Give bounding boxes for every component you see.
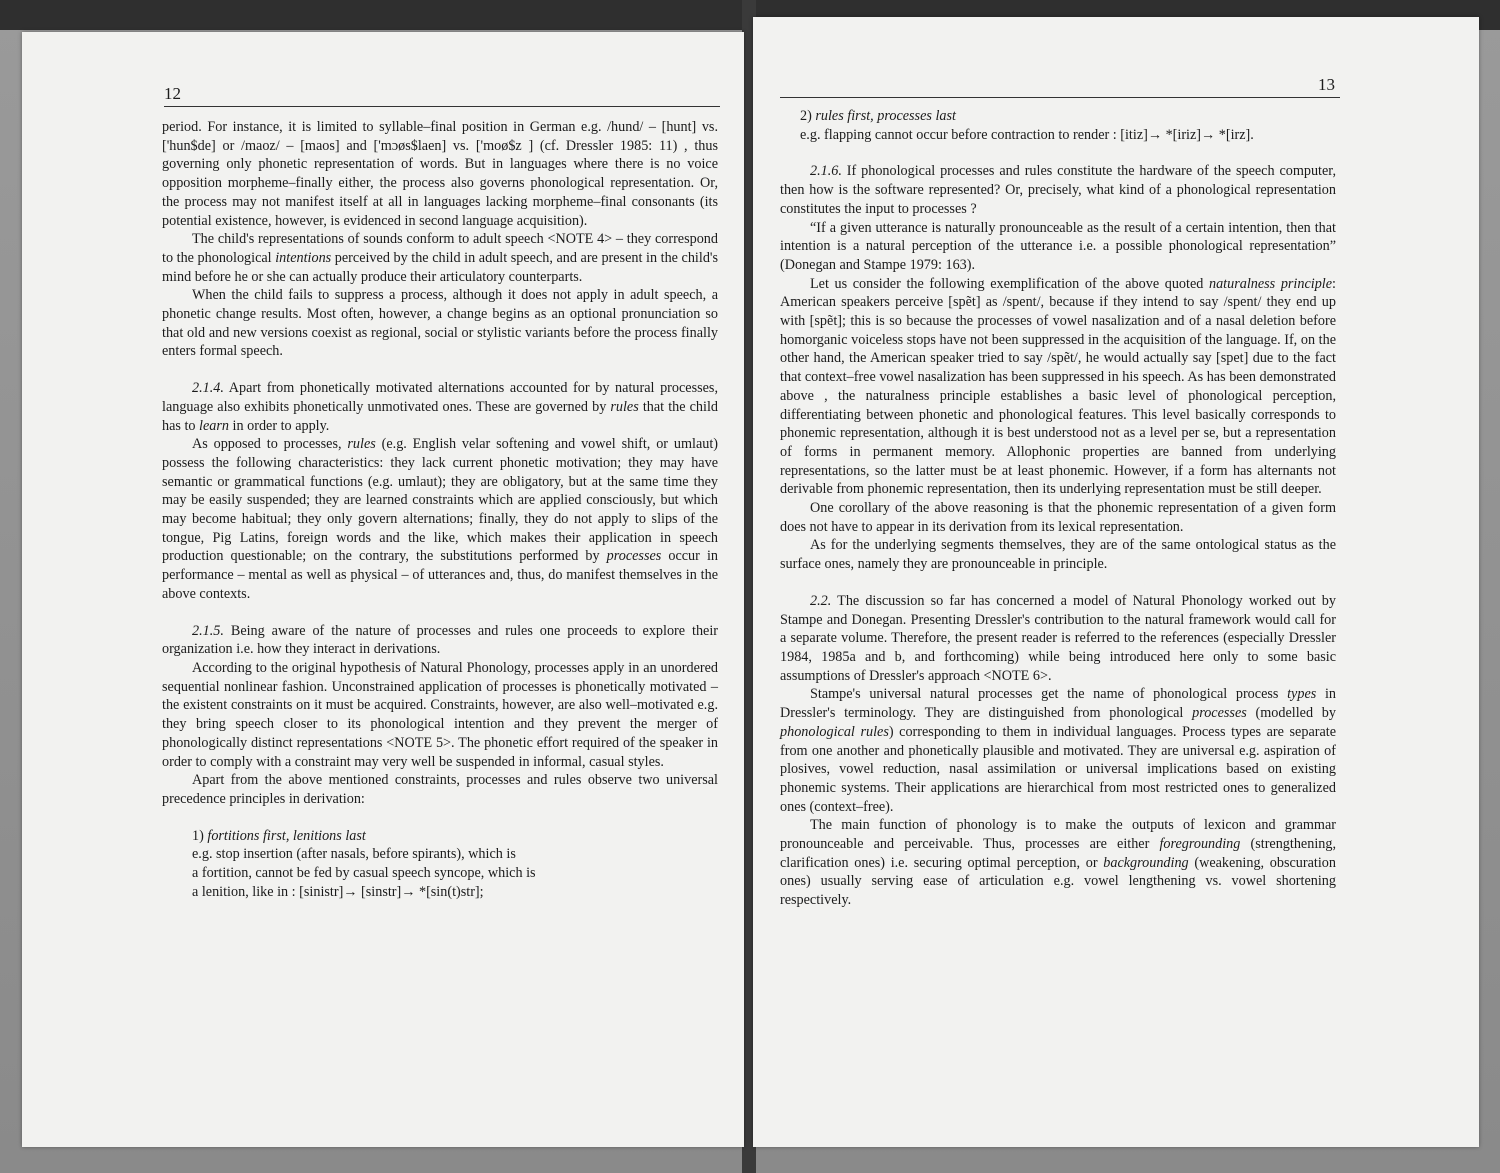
precedence-principle-1: 1) fortitions first, lenitions last e.g. stop insertion (after nasals, before spirants), which is a fortition, cannot be fed by casual speech syncope, which is a lenition, like in : [sinistr]→ [sinstr]→ *[sin(t)str];: [192, 827, 536, 900]
right-text-column: [780, 107, 1336, 910]
header-rule: [164, 106, 720, 107]
section-2-1-4: 2.1.4. Apart from phonetically motivated alternations accounted for by natural processes, language also exhibits phonetically unmotivated ones. These are governed by rules that the child has to learn in order to apply.: [162, 380, 718, 434]
paragraph: The child's representations of sounds conform to adult speech <NOTE 4> – they correspond to the phonological intentions perceived by the child in adult speech, and are present in the child's mind before he or she can actually produce their articulatory counterparts.: [162, 231, 718, 285]
left-page: [22, 32, 744, 1147]
paragraph: When the child fails to suppress a process, although it does not apply in adult speech, a phonetic change results. Most often, however, a change begins as an optional pronunciation so that old and new versions coexist as regional, social or stylistic variants before the process finally enters formal speech.: [162, 287, 718, 360]
paragraph: According to the original hypothesis of Natural Phonology, processes apply in an unordered sequential nonlinear fashion. Unconstrained application of processes is phonetically motivated – the existent constraints on it must be acquired. Constraints, however, are also well–motivated e.g. they bring speech closer to its phonological intention and they prevent the merger of phonologically distinct representations <NOTE 5>. The phonetic effort required of the speaker in order to comply with a constraint may very well be suspended in informal, casual styles.: [162, 659, 718, 770]
section-2-2: 2.2. The discussion so far has concerned a model of Natural Phonology worked out by Stampe and Donegan. Presenting Dressler's contribution to the natural framework would call for a separate volume. Therefore, the present reader is referred to the references (especially Dressler 1984, 1985a and b, and forthcoming) while being introduced here only to some basic assumptions of Dressler's approach <NOTE 6>.: [780, 592, 1336, 684]
quotation: “If a given utterance is naturally pronounceable as the result of a certain intention, then that intention is a natural perception of the utterance i.e. a possible phonological representation” (Donegan and Stampe 1979: 163).: [780, 219, 1336, 273]
page-number: 13: [1318, 75, 1335, 94]
paragraph: Let us consider the following exemplification of the above quoted naturalness principle: American speakers perceive [spẽt] as /spent/, because if they intend to say /spent/ they end up with [spẽt]; this is so because the processes of vowel nasalization and of a nasal deletion before homorganic voiceless stops have not been suppressed in the acquisition of the language. If, on the other hand, the American speaker tried to say /spẽt/, he would actually say [spet] due to the fact that context–free vowel nasalization has been suppressed in his speech. As has been demonstrated above , the naturalness principle establishes a basic level of phonological perception, differentiating between phonetic and phonological features. This level basically corresponds to phonemic representation, although it is best understood not as a level per se, but a representation of forms in permanent memory. Allophonic properties are banned from underlying representations, so the latter must be at least phonemic. However, if a form has alternants not derivable from phonemic representation, then its underlying representation must be still deeper.: [780, 275, 1336, 498]
page-number: 12: [164, 84, 181, 103]
paragraph: period. For instance, it is limited to syllable–final position in German e.g. /hund/ – [hunt] vs. ['hun$de] or /maoz/ – [maos] and ['mɔøs$laen] vs. ['moø$z ] (cf. Dressler 1985: 11) , thus governing only phonetic representation of words. But in languages where there is no voice opposition morpheme–finally either, the process also governs phonological representation. Or, the process may not manifest itself at all in languages lacking morpheme–final consonants (its potential existence, however, is evidenced in second language acquisition).: [162, 119, 718, 229]
paragraph: As for the underlying segments themselves, they are of the same ontological status as the surface ones, namely they are pronounceable in principle.: [780, 537, 1336, 573]
paragraph: The main function of phonology is to make the outputs of lexicon and grammar pronounceable and perceivable. Thus, processes are either foregrounding (strengthening, clarification ones) i.e. securing optimal perception, or backgrounding (weakening, obscuration ones) usually serving ease of articulation e.g. vowel lengthening vs. vowel shortening respectively.: [780, 817, 1336, 909]
paragraph: Stampe's universal natural processes get the name of phonological process types in Dressler's terminology. They are distinguished from phonological processes (modelled by phonological rules) corresponding to them in individual languages. Process types are separate from one another and phonetically plausible and motivated. They are universal e.g. aspiration of plosives, vowel reduction, nasal assimilation or universal implications based on existing phonemic systems. Their applications are hierarchical from most restricted ones to generalized ones (context–free).: [780, 686, 1336, 815]
precedence-principle-2: 2) rules first, processes last e.g. flapping cannot occur before contraction to render : [itiz]→ *[iriz]→ *[irz].: [800, 108, 1254, 143]
left-text-column: [162, 118, 718, 901]
header-rule: [780, 97, 1340, 98]
paragraph: One corollary of the above reasoning is that the phonemic representation of a given form does not have to appear in its derivation from its lexical representation.: [780, 500, 1336, 535]
right-page: [753, 17, 1479, 1147]
paragraph: As opposed to processes, rules (e.g. English velar softening and vowel shift, or umlaut) possess the following characteristics: they lack current phonetic motivation; they may have semantic or grammatical functions (e.g. umlaut); they are obligatory, but at the same time they may be easily suspended; they are learned constraints which are applied consciously, but which may become habitual; they only govern alternations; finally, they do not apply to slips of the tongue, Pig Latins, foreign words and the like, which makes their application in speech production questionable; on the contrary, the substitutions performed by processes occur in performance – mental as well as physical – of utterances and, thus, do manifest themselves in the above contexts.: [162, 436, 718, 602]
section-2-1-6: 2.1.6. If phonological processes and rules constitute the hardware of the speech computer, then how is the software represented? Or, precisely, what kind of a phonological representation constitutes the input to processes ?: [780, 163, 1336, 217]
paragraph: Apart from the above mentioned constraints, processes and rules observe two universal precedence principles in derivation:: [162, 772, 718, 807]
section-2-1-5: 2.1.5. Being aware of the nature of processes and rules one proceeds to explore their organization i.e. how they interact in derivations.: [162, 622, 718, 658]
